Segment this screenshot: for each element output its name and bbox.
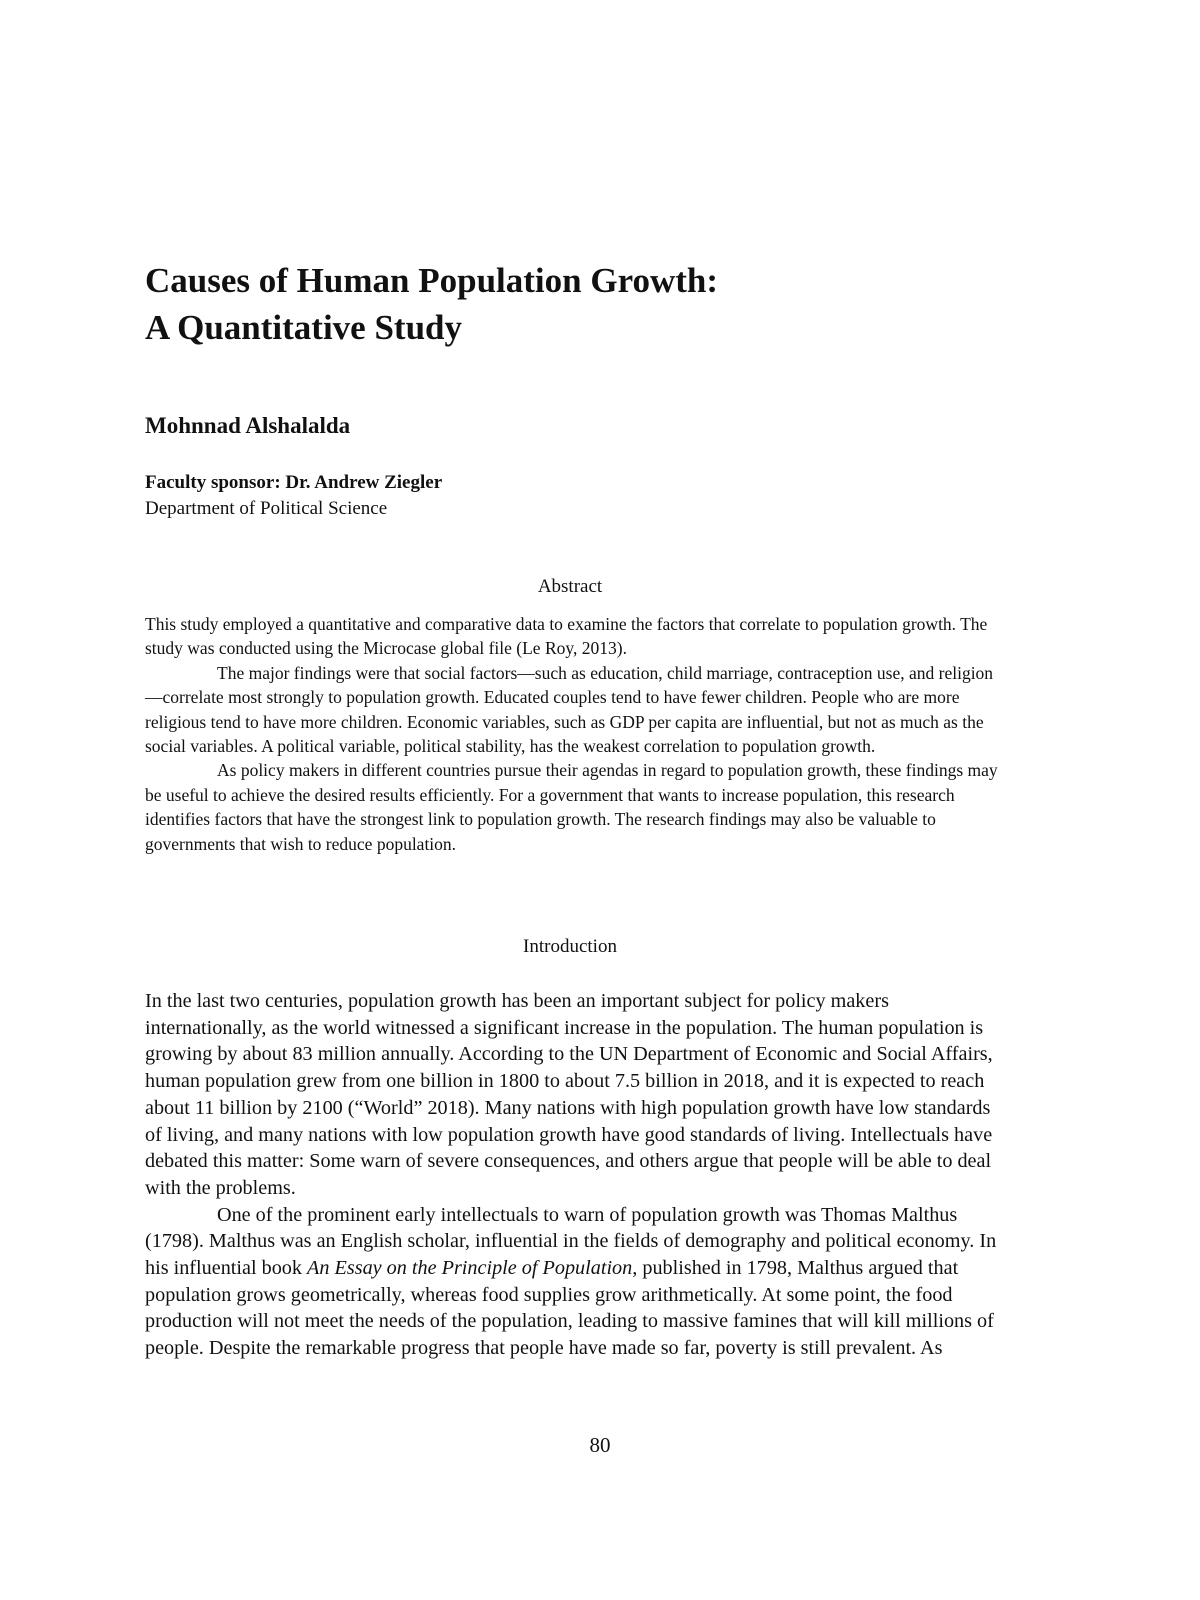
book-title: An Essay on the Principle of Population, — [307, 1257, 638, 1280]
abstract-paragraph-3: As policy makers in different countries pursue their agendas in regard to population growth, these findings may be useful to achieve the desired results efficiently. For a government that wants to increase population, this research identifies factors that have the strongest link to population growth. The research findings may also be valuable to governments that wish to reduce population. — [145, 760, 998, 854]
title-line-1: Causes of Human Population Growth: — [145, 261, 719, 300]
intro-paragraph-2 — [145, 1202, 1000, 1362]
department: Department of Political Science — [145, 498, 388, 519]
introduction-body — [145, 988, 1000, 1362]
abstract-paragraph-1: This study employed a quantitative and comparative data to examine the factors that correlate to population growth. The study was conducted using the Microcase global file (Le Roy, 2013). — [145, 614, 988, 659]
abstract-heading: Abstract — [537, 576, 603, 597]
intro-paragraph-2-end: published in 1798, Malthus argued that population grows geometrically, whereas food supplies grow arithmetically. At some point, the food production will not meet the needs of the population, leading to massive famines that will kill millions of people. Despite the remarkable progress that people have made so far, poverty is still prevalent. As — [145, 1257, 994, 1360]
title-line-2: A Quantitative Study — [145, 308, 462, 347]
abstract-body — [145, 612, 1000, 856]
paper-title — [145, 257, 1045, 351]
introduction-heading: Introduction — [523, 936, 617, 957]
faculty-sponsor: Faculty sponsor: Dr. Andrew Ziegler — [145, 472, 443, 493]
intro-paragraph-2-start: One of the prominent early intellectuals to warn of population growth was Thomas Malthus (1798). Malthus was an English scholar, influential in the fields of demography and political economy. In his influential book — [145, 1203, 997, 1280]
author-name: Mohnnad Alshalalda — [145, 413, 351, 438]
intro-paragraph-1: In the last two centuries, population growth has been an important subject for policy makers internationally, as the world witnessed a significant increase in the population. The human population is growing by about 83 million annually. According to the UN Department of Economic and Social Affairs, human population grew from one billion in 1800 to about 7.5 billion in 2018, and it is expected to reach about 11 billion by 2100 (“World” 2018). Many nations with high population growth have low standards of living, and many nations with low population growth have good standards of living. Intellectuals have debated this matter: Some warn of severe consequences, and others argue that people will be able to deal with the problems. — [145, 990, 993, 1199]
page-number: 80 — [589, 1433, 611, 1457]
abstract-paragraph-2: The major findings were that social factors—such as education, child marriage, contraception use, and religion—correlate most strongly to population growth. Educated couples tend to have fewer children. People who are more religious tend to have more children. Economic variables, such as GDP per capita are influential, but not as much as the social variables. A political variable, political stability, has the weakest correlation to population growth. — [145, 662, 994, 757]
